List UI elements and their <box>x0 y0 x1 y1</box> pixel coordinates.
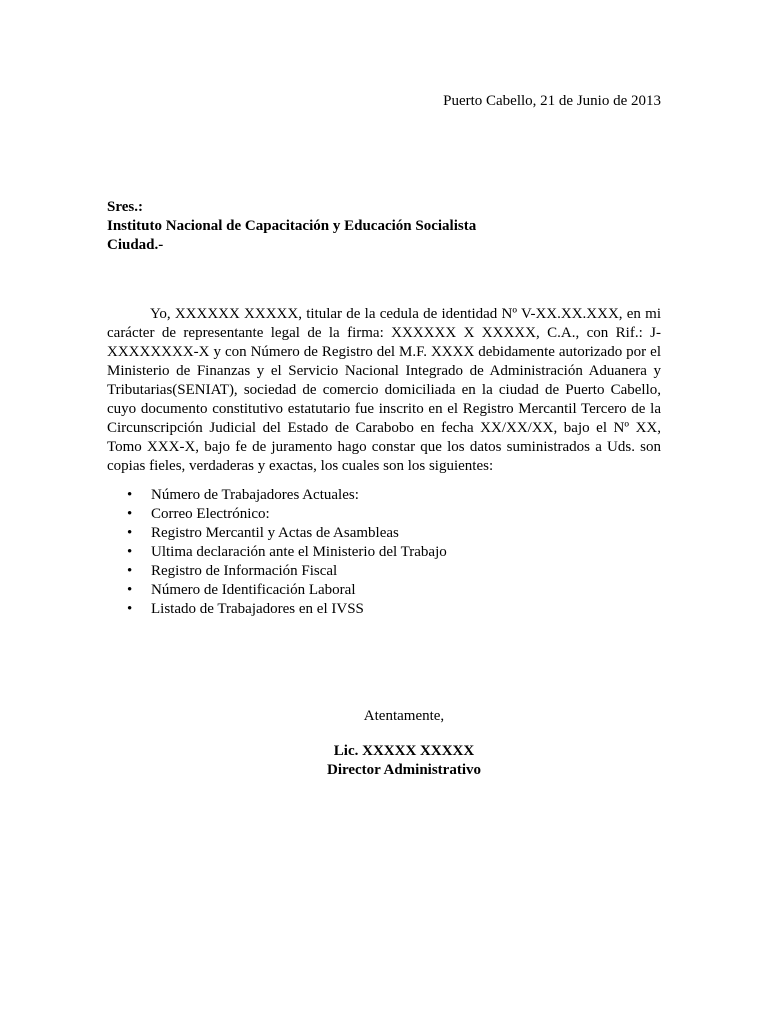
bullet-icon: • <box>127 525 133 541</box>
list-item-label: Correo Electrónico: <box>151 506 270 522</box>
date-line: Puerto Cabello, 21 de Junio de 2013 <box>443 93 661 109</box>
bullet-icon: • <box>127 563 133 579</box>
bullet-icon: • <box>127 544 133 560</box>
bullet-icon: • <box>127 582 133 598</box>
bullet-icon: • <box>127 487 133 503</box>
addressee-block <box>107 198 661 255</box>
list-item <box>107 543 661 562</box>
list-item <box>107 486 661 505</box>
recipient-organization: Instituto Nacional de Capacitación y Educación Socialista <box>107 218 477 234</box>
bullet-icon: • <box>127 506 133 522</box>
list-item-label: Número de Trabajadores Actuales: <box>151 487 359 503</box>
list-item <box>107 562 661 581</box>
closing-line: Atentamente, <box>363 708 445 724</box>
list-item-label: Listado de Trabajadores en el IVSS <box>151 601 364 617</box>
signer-title: Director Administrativo <box>326 762 481 778</box>
list-item-label: Ultima declaración ante el Ministerio del Trabajo <box>151 544 447 560</box>
list-item <box>107 524 661 543</box>
recipient-city: Ciudad.- <box>107 237 164 253</box>
list-item <box>107 581 661 600</box>
list-item-label: Registro de Información Fiscal <box>151 563 338 579</box>
list-item <box>107 600 661 619</box>
list-item-label: Registro Mercantil y Actas de Asambleas <box>151 525 399 541</box>
list-item <box>107 505 661 524</box>
bullet-icon: • <box>127 601 133 617</box>
body-paragraph: Yo, XXXXXX XXXXX, titular de la cedula de identidad Nº V-XX.XX.XXX, en mi carácter de representante legal de la firma: XXXXXX X XXXXX, C.A., con Rif.: J-XXXXXXXX-X y con Número de Registro del M.F. XXXX debidamente autorizado por el Ministerio de Finanzas y el Servicio Nacional Integrado de Administración Aduanera y Tributarias(SENIAT), sociedad de comercio domiciliada en la ciudad de Puerto Cabello, cuyo documento constitutivo estatutario fue inscrito en el Registro Mercantil Tercero de la Circunscripción Judicial del Estado de Carabobo en fecha XX/XX/XX, bajo el Nº XX, Tomo XXX-X, bajo fe de juramento hago constar que los datos suministrados a Uds. son copias fieles, verdaderas y exactas, los cuales son los siguientes: <box>107 306 661 474</box>
salutation: Sres.: <box>107 199 143 215</box>
requirements-list <box>107 486 661 619</box>
signature-block <box>107 742 701 780</box>
list-item-label: Número de Identificación Laboral <box>151 582 356 598</box>
signer-name: Lic. XXXXX XXXXX <box>333 743 475 759</box>
